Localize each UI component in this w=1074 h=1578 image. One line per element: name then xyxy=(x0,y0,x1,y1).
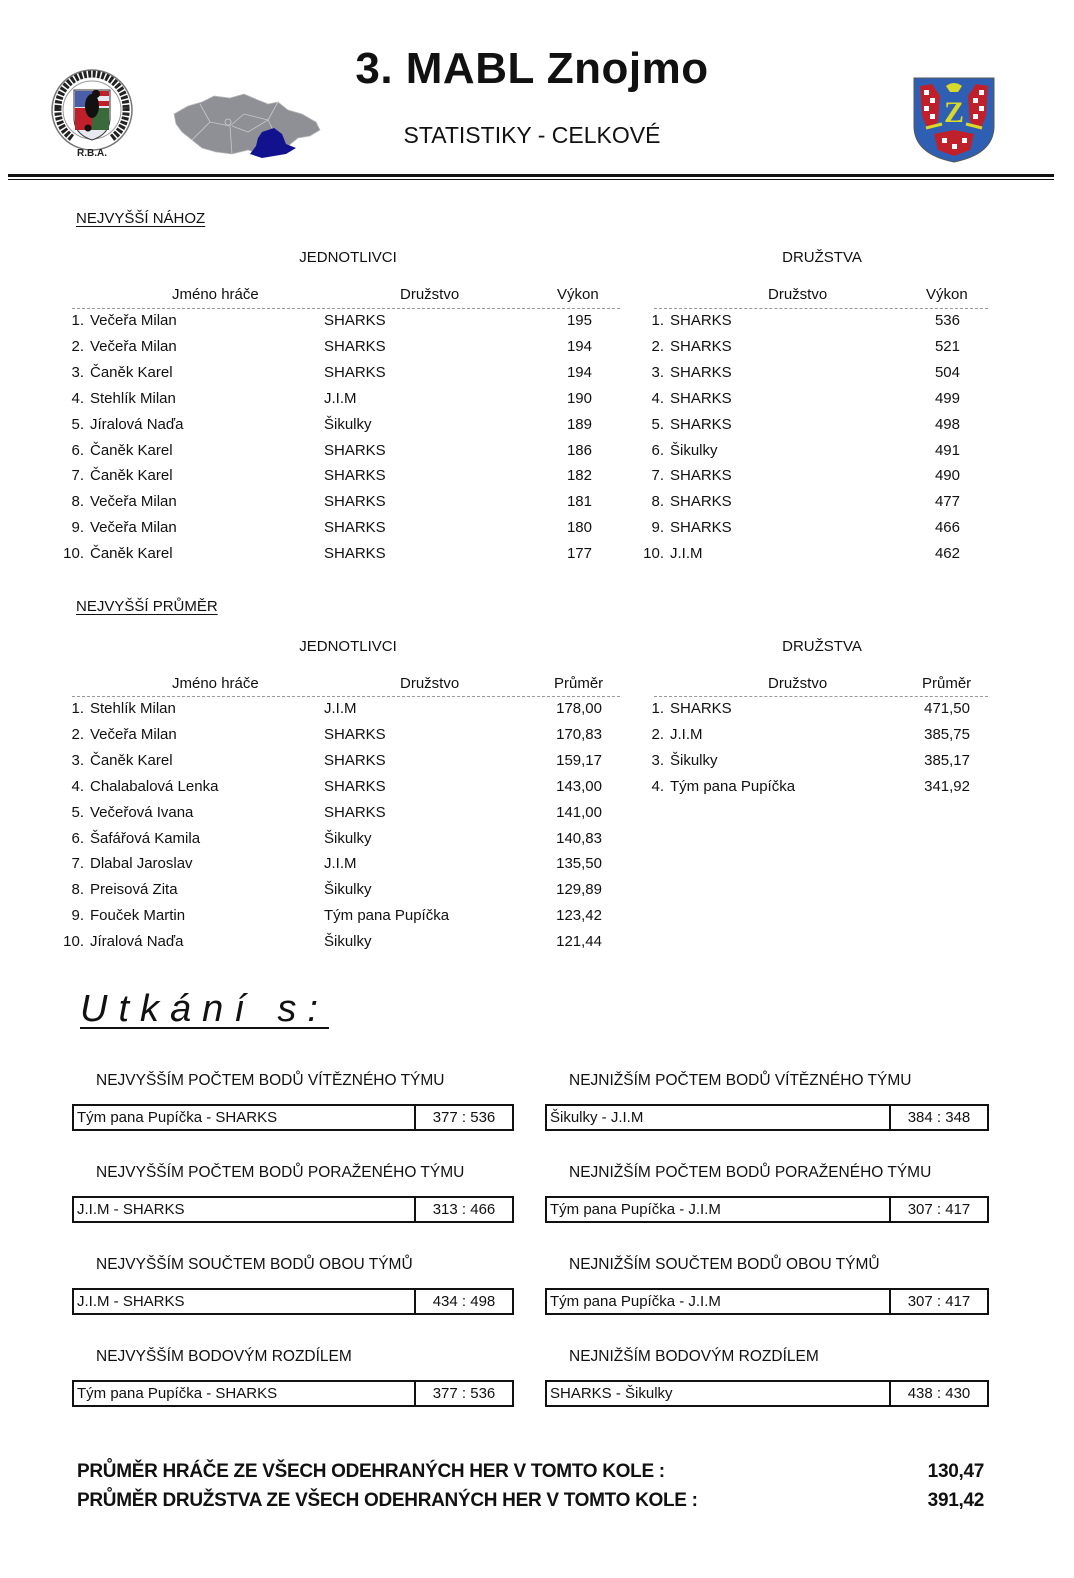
team-name: SHARKS xyxy=(324,312,386,329)
match-result-box xyxy=(72,1380,514,1407)
rank: 3. xyxy=(71,363,84,381)
player-name: Jíralová Naďa xyxy=(90,933,184,951)
match-score: 307 : 417 xyxy=(907,1293,971,1310)
value: 477 xyxy=(934,493,960,511)
player-name: Večeřa Milan xyxy=(90,725,177,743)
rank: 8. xyxy=(71,881,84,899)
rank: 8. xyxy=(651,493,664,511)
rank: 3. xyxy=(651,363,664,381)
section-title-highest-average: NEJVYŠŠÍ PRŮMĚR xyxy=(76,598,218,615)
value: 140,83 xyxy=(556,829,602,847)
table-row xyxy=(54,722,614,748)
table-row xyxy=(54,438,614,464)
match-category-label: NEJNIŽŠÍM POČTEM BODŮ PORAŽENÉHO TÝMU xyxy=(569,1164,932,1181)
table-row xyxy=(54,334,614,360)
header-divider xyxy=(8,174,1054,177)
rank: 1. xyxy=(651,312,664,329)
match-result-box xyxy=(72,1104,514,1131)
match-teams: Tým pana Pupíčka - J.I.M xyxy=(547,1198,891,1221)
value: 186 xyxy=(566,441,592,459)
player-name: Dlabal Jaroslav xyxy=(90,855,193,873)
rank: 9. xyxy=(71,907,84,925)
table-row xyxy=(634,412,974,438)
rank: 2. xyxy=(71,725,84,743)
value: 190 xyxy=(566,389,592,407)
rank: 6. xyxy=(651,441,664,459)
value: 385,75 xyxy=(924,725,970,743)
value: 471,50 xyxy=(924,700,970,717)
team-name: SHARKS xyxy=(324,725,386,743)
team-name: SHARKS xyxy=(324,777,386,795)
player-name: Čaněk Karel xyxy=(90,467,173,485)
table-row xyxy=(634,334,974,360)
player-name: Stehlík Milan xyxy=(90,700,176,717)
match-category-label: NEJVYŠŠÍM POČTEM BODŮ PORAŽENÉHO TÝMU xyxy=(96,1164,465,1181)
matches-heading: Utkání s: xyxy=(80,988,329,1030)
table-row xyxy=(634,360,974,386)
team-name: SHARKS xyxy=(324,545,386,563)
value: 385,17 xyxy=(924,751,970,769)
player-name: Večeřa Milan xyxy=(90,493,177,511)
svg-text:Z: Z xyxy=(943,96,965,129)
player-name: Večeřa Milan xyxy=(90,519,177,537)
match-teams: SHARKS - Šikulky xyxy=(547,1382,891,1405)
column-header-score: Výkon xyxy=(926,286,968,303)
player-name: Čaněk Karel xyxy=(90,751,173,769)
table-row xyxy=(54,360,614,386)
value: 462 xyxy=(934,545,960,563)
table-row xyxy=(54,929,614,955)
match-teams: Tým pana Pupíčka - SHARKS xyxy=(74,1106,416,1129)
table-row xyxy=(54,851,614,877)
player-name: Večeřa Milan xyxy=(90,312,177,329)
value: 143,00 xyxy=(556,777,602,795)
value: 189 xyxy=(566,415,592,433)
table-row xyxy=(634,489,974,515)
player-name: Čaněk Karel xyxy=(90,545,173,563)
team-name: SHARKS xyxy=(670,389,732,407)
group-title-teams: DRUŽSTVA xyxy=(782,638,862,655)
team-name: Šikulky xyxy=(324,933,372,951)
team-name: J.I.M xyxy=(324,855,357,873)
value: 521 xyxy=(934,337,960,355)
team-average-label: PRŮMĚR DRUŽSTVA ZE VŠECH ODEHRANÝCH HER V TOMTO KOLE : xyxy=(77,1490,698,1511)
team-name: SHARKS xyxy=(670,700,732,717)
team-name: SHARKS xyxy=(324,519,386,537)
rank: 2. xyxy=(651,337,664,355)
value: 498 xyxy=(934,415,960,433)
table-row xyxy=(634,308,974,334)
rank: 10. xyxy=(63,545,84,563)
column-header-average: Průměr xyxy=(554,675,604,692)
rank: 3. xyxy=(71,751,84,769)
table-row xyxy=(54,877,614,903)
value: 194 xyxy=(566,337,592,355)
player-name: Šafářová Kamila xyxy=(90,829,201,847)
player-name: Stehlík Milan xyxy=(90,389,176,407)
player-name: Večeřová Ivana xyxy=(90,803,194,821)
rank: 8. xyxy=(71,493,84,511)
table-row xyxy=(54,696,614,722)
match-category-label: NEJNIŽŠÍM POČTEM BODŮ VÍTĚZNÉHO TÝMU xyxy=(569,1072,912,1089)
rank: 2. xyxy=(71,337,84,355)
match-result-box xyxy=(72,1196,514,1223)
value: 177 xyxy=(566,545,592,563)
table-row xyxy=(54,463,614,489)
team-name: SHARKS xyxy=(324,803,386,821)
value: 536 xyxy=(934,312,960,329)
value: 170,83 xyxy=(556,725,602,743)
value: 135,50 xyxy=(556,855,602,873)
match-teams: Tým pana Pupíčka - SHARKS xyxy=(74,1382,416,1405)
team-name: SHARKS xyxy=(670,337,732,355)
table-row xyxy=(634,748,974,774)
table-row xyxy=(54,774,614,800)
value: 121,44 xyxy=(556,933,602,951)
match-teams: J.I.M - SHARKS xyxy=(74,1290,416,1313)
value: 178,00 xyxy=(556,700,602,717)
team-name: SHARKS xyxy=(670,519,732,537)
rank: 5. xyxy=(71,803,84,821)
table-row xyxy=(54,541,614,567)
table-row xyxy=(54,386,614,412)
team-name: SHARKS xyxy=(670,493,732,511)
table-row xyxy=(634,386,974,412)
header-divider-thin xyxy=(8,179,1054,180)
team-name: Tým pana Pupíčka xyxy=(670,777,796,795)
player-average-value: 130,47 xyxy=(927,1461,984,1482)
rank: 9. xyxy=(71,519,84,537)
team-name: Tým pana Pupíčka xyxy=(324,907,450,925)
rank: 10. xyxy=(63,933,84,951)
team-name: Šikulky xyxy=(670,751,718,769)
rank: 4. xyxy=(651,389,664,407)
match-score: 307 : 417 xyxy=(907,1201,971,1218)
table-row xyxy=(54,748,614,774)
player-name: Večeřa Milan xyxy=(90,337,177,355)
rank: 5. xyxy=(651,415,664,433)
team-name: SHARKS xyxy=(670,312,732,329)
player-name: Čaněk Karel xyxy=(90,441,173,459)
rank: 7. xyxy=(651,467,664,485)
svg-text:R.B.A.: R.B.A. xyxy=(77,148,107,159)
team-name: Šikulky xyxy=(670,441,718,459)
column-header-score: Výkon xyxy=(557,286,599,303)
value: 504 xyxy=(934,363,960,381)
page-title: 3. MABL Znojmo xyxy=(355,44,709,93)
rank: 7. xyxy=(71,855,84,873)
table-row xyxy=(634,438,974,464)
team-name: SHARKS xyxy=(324,337,386,355)
team-name: SHARKS xyxy=(670,467,732,485)
value: 129,89 xyxy=(556,881,602,899)
player-name: Chalabalová Lenka xyxy=(90,777,219,795)
value: 490 xyxy=(934,467,960,485)
match-score: 377 : 536 xyxy=(432,1385,496,1402)
team-name: SHARKS xyxy=(324,467,386,485)
match-teams: J.I.M - SHARKS xyxy=(74,1198,416,1221)
player-name: Jíralová Naďa xyxy=(90,415,184,433)
group-title-individuals: JEDNOTLIVCI xyxy=(299,249,397,266)
match-result-box xyxy=(545,1196,989,1223)
match-result-box xyxy=(545,1380,989,1407)
table-row xyxy=(634,515,974,541)
rank: 7. xyxy=(71,467,84,485)
match-category-label: NEJNIŽŠÍM BODOVÝM ROZDÍLEM xyxy=(569,1348,819,1365)
table-row xyxy=(54,800,614,826)
column-header-player: Jméno hráče xyxy=(172,675,259,692)
match-category-label: NEJVYŠŠÍM SOUČTEM BODŮ OBOU TÝMŮ xyxy=(96,1256,413,1273)
value: 341,92 xyxy=(924,777,970,795)
match-result-box xyxy=(545,1104,989,1131)
znojmo-coat-of-arms-icon xyxy=(912,76,996,164)
match-result-box xyxy=(545,1288,989,1315)
player-name: Fouček Martin xyxy=(90,907,186,925)
match-teams: Tým pana Pupíčka - J.I.M xyxy=(547,1290,891,1313)
value: 499 xyxy=(934,389,960,407)
rank: 5. xyxy=(71,415,84,433)
column-header-team: Družstvo xyxy=(400,286,460,303)
team-name: SHARKS xyxy=(324,751,386,769)
table-row xyxy=(54,308,614,334)
column-header-team: Družstvo xyxy=(400,675,460,692)
team-average-value: 391,42 xyxy=(927,1490,984,1511)
rank: 1. xyxy=(71,312,84,329)
page-subtitle: STATISTIKY - CELKOVÉ xyxy=(403,122,661,148)
rank: 1. xyxy=(71,700,84,717)
team-name: Šikulky xyxy=(324,881,372,899)
player-average-label: PRŮMĚR HRÁČE ZE VŠECH ODEHRANÝCH HER V TOMTO KOLE : xyxy=(77,1461,665,1482)
rank: 1. xyxy=(651,700,664,717)
value: 141,00 xyxy=(556,803,602,821)
team-name: SHARKS xyxy=(670,415,732,433)
value: 159,17 xyxy=(556,751,602,769)
player-name: Čaněk Karel xyxy=(90,363,173,381)
rank: 3. xyxy=(651,751,664,769)
value: 195 xyxy=(566,312,592,329)
rank: 6. xyxy=(71,829,84,847)
table-row xyxy=(54,515,614,541)
match-score: 377 : 536 xyxy=(432,1109,496,1126)
table-row xyxy=(634,541,974,567)
team-name: Šikulky xyxy=(324,415,372,433)
table-row xyxy=(54,826,614,852)
team-name: J.I.M xyxy=(670,545,703,563)
value: 180 xyxy=(566,519,592,537)
value: 194 xyxy=(566,363,592,381)
team-name: J.I.M xyxy=(670,725,703,743)
match-category-label: NEJVYŠŠÍM BODOVÝM ROZDÍLEM xyxy=(96,1348,352,1365)
match-score: 384 : 348 xyxy=(907,1109,971,1126)
section-title-highest-roll: NEJVYŠŠÍ NÁHOZ xyxy=(76,210,206,227)
table-row xyxy=(634,463,974,489)
table-row xyxy=(54,903,614,929)
team-name: SHARKS xyxy=(324,493,386,511)
column-header-player: Jméno hráče xyxy=(172,286,259,303)
match-score: 313 : 466 xyxy=(432,1201,496,1218)
team-name: J.I.M xyxy=(324,389,357,407)
column-header-team: Družstvo xyxy=(768,286,828,303)
team-name: SHARKS xyxy=(670,363,732,381)
table-row xyxy=(634,696,974,722)
rank: 10. xyxy=(643,545,664,563)
value: 123,42 xyxy=(556,907,602,925)
value: 466 xyxy=(934,519,960,537)
team-name: SHARKS xyxy=(324,363,386,381)
match-teams: Šikulky - J.I.M xyxy=(547,1106,891,1129)
match-score: 434 : 498 xyxy=(432,1293,496,1310)
match-result-box xyxy=(72,1288,514,1315)
table-row xyxy=(54,412,614,438)
table-row xyxy=(54,489,614,515)
value: 491 xyxy=(934,441,960,459)
team-name: J.I.M xyxy=(324,700,357,717)
rank: 4. xyxy=(71,389,84,407)
match-score: 438 : 430 xyxy=(907,1385,971,1402)
team-name: SHARKS xyxy=(324,441,386,459)
match-category-label: NEJNIŽŠÍM SOUČTEM BODŮ OBOU TÝMŮ xyxy=(569,1256,880,1273)
rank: 9. xyxy=(651,519,664,537)
column-header-team: Družstvo xyxy=(768,675,828,692)
rank: 2. xyxy=(651,725,664,743)
value: 182 xyxy=(566,467,592,485)
rank: 4. xyxy=(651,777,664,795)
player-name: Preisová Zita xyxy=(90,881,178,899)
table-row xyxy=(634,774,974,800)
rank: 6. xyxy=(71,441,84,459)
match-category-label: NEJVYŠŠÍM POČTEM BODŮ VÍTĚZNÉHO TÝMU xyxy=(96,1072,445,1089)
team-name: Šikulky xyxy=(324,829,372,847)
rank: 4. xyxy=(71,777,84,795)
group-title-teams: DRUŽSTVA xyxy=(782,249,862,266)
column-header-average: Průměr xyxy=(922,675,972,692)
value: 181 xyxy=(566,493,592,511)
table-row xyxy=(634,722,974,748)
group-title-individuals: JEDNOTLIVCI xyxy=(299,638,397,655)
